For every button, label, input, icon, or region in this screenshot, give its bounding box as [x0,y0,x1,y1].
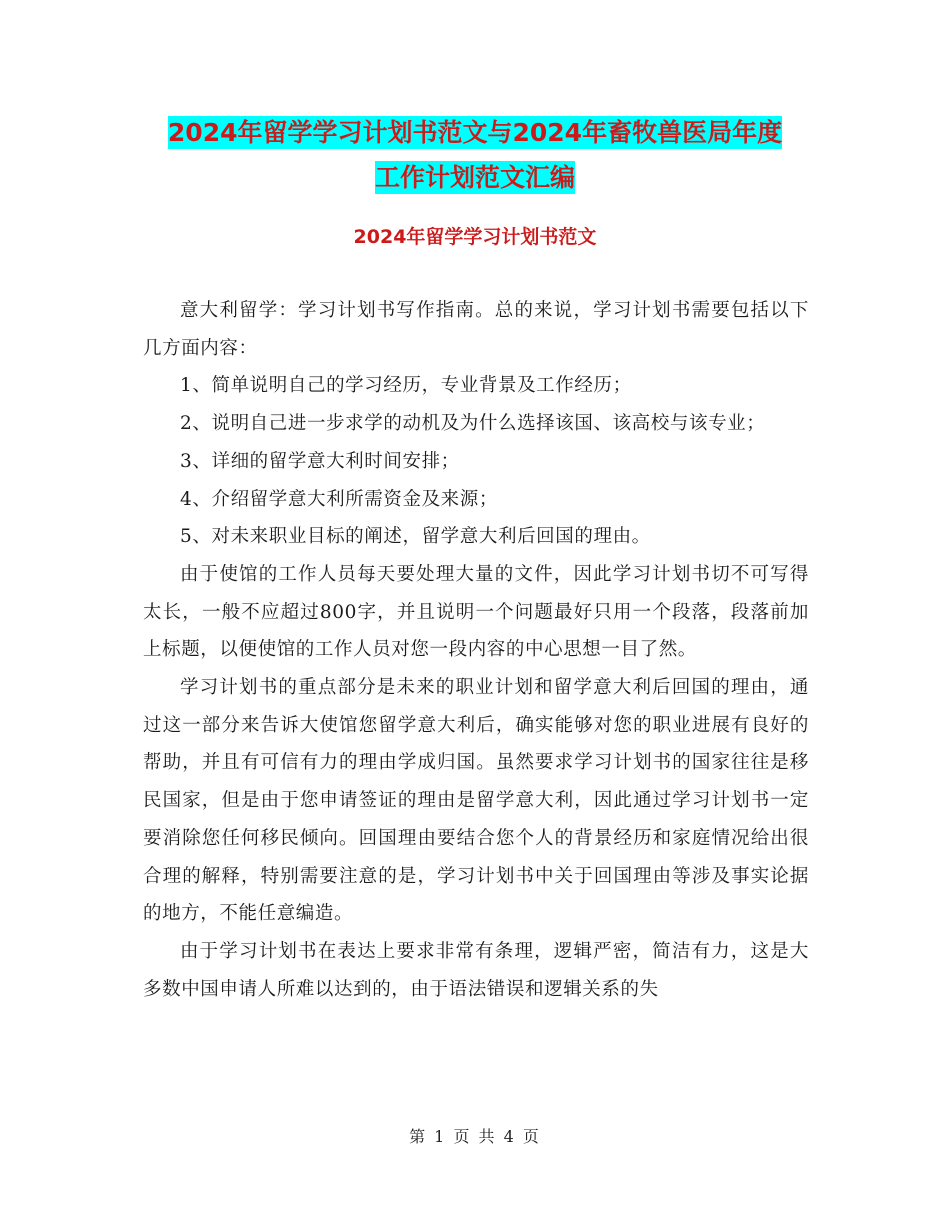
paragraph-career-plan: 学习计划书的重点部分是未来的职业计划和留学意大利后回国的理由，通过这一部分来告诉大使馆您留学意大利后，确实能够对您的职业进展有良好的帮助，并且有可信有力的理由学成归国。虽然要求学习计划书的国家往往是移民国家，但是由于您申请签证的理由是留学意大利，因此通过学习计划书一定要消除您任何移民倾向。回国理由要结合您个人的背景经历和家庭情况给出很合理的解释，特别需要注意的是，学习计划书中关于回国理由等涉及事实论据的地方，不能任意编造。 [143,677,809,925]
paragraph-item-5: 5、对未来职业目标的阐述，留学意大利后回国的理由。 [180,526,651,548]
title-line-1: 2024年留学学习计划书范文与2024年畜牧兽医局年度 [167,118,783,147]
paragraph-item-2: 2、说明自己进一步求学的动机及为什么选择该国、该高校与该专业； [180,413,766,435]
title-line-2: 工作计划范文汇编 [374,163,575,192]
paragraph-intro: 意大利留学：学习计划书写作指南。总的来说，学习计划书需要包括以下几方面内容： [143,300,809,359]
document-title [0,110,950,200]
section-title: 2024年留学学习计划书范文 [353,226,597,248]
paragraph-item-3: 3、详细的留学意大利时间安排； [180,450,460,472]
paragraph-item-4: 4、介绍留学意大利所需资金及来源； [180,488,498,510]
page-footer: 第 1 页 共 4 页 [409,1127,541,1146]
document-body [143,292,809,1008]
paragraph-embassy-length: 由于使馆的工作人员每天要处理大量的文件，因此学习计划书切不可写得太长，一般不应超过800字，并且说明一个问题最好只用一个段落，段落前加上标题，以便使馆的工作人员对您一段内容的中心思想一目了然。 [143,563,809,661]
paragraph-expression: 由于学习计划书在表达上要求非常有条理，逻辑严密，简洁有力，这是大多数中国申请人所难以达到的，由于语法错误和逻辑关系的失 [143,940,809,1000]
paragraph-item-1: 1、简单说明自己的学习经历，专业背景及工作经历； [180,375,632,397]
